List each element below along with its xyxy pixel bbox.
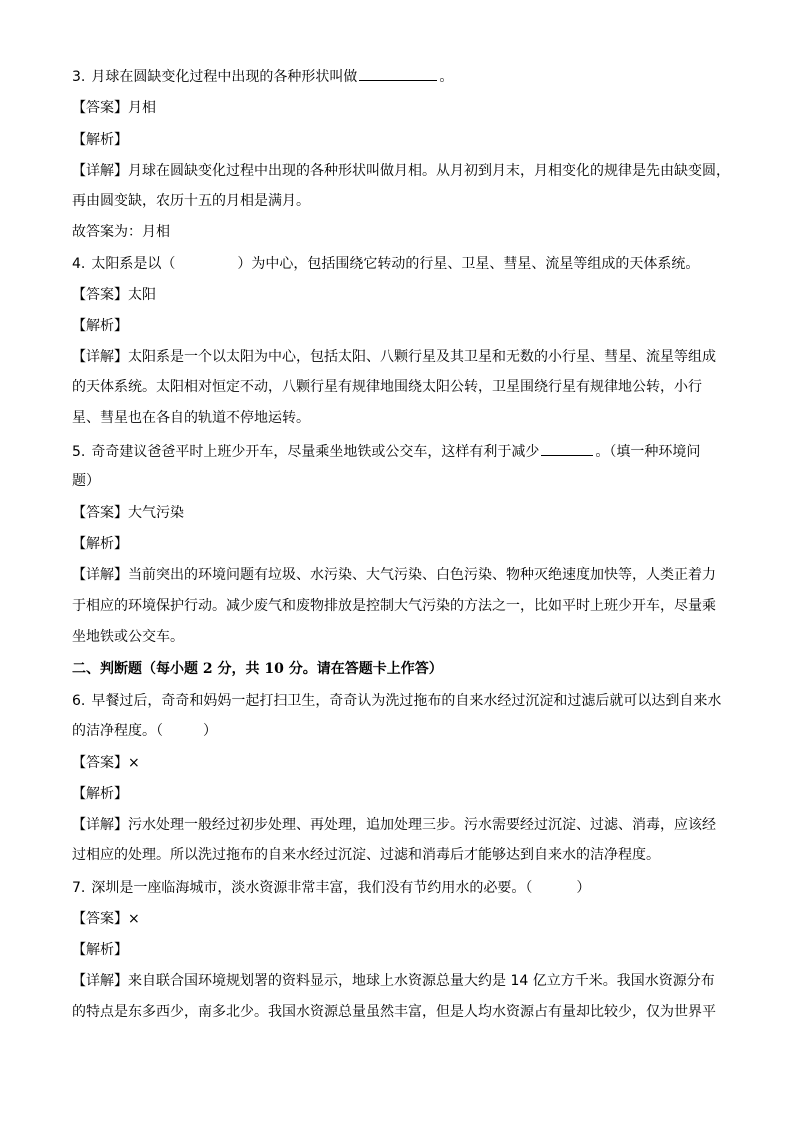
q3-answer-blank bbox=[359, 66, 437, 81]
q3-detail-text1: 月球在圆缺变化过程中出现的各种形状叫做月相。从月初到月末，月相变化的规律是先由缺变圆， bbox=[128, 163, 730, 179]
q7-detail-line1 bbox=[72, 971, 732, 991]
q5-stem-line2: 题） bbox=[72, 473, 100, 489]
q3-analysis-tag: 【解析】 bbox=[72, 132, 128, 148]
q6-analysis-tag: 【解析】 bbox=[72, 786, 128, 802]
q6-stem-before: 的洁净程度。（ bbox=[72, 723, 163, 739]
q5-answer bbox=[72, 503, 732, 523]
q6-detail-line1 bbox=[72, 815, 732, 835]
q3-detail-line1 bbox=[72, 161, 732, 181]
q4-answer bbox=[72, 285, 732, 305]
q5-stem-before: 奇奇建议爸爸平时上班少开车，尽量乘坐地铁或公交车，这样有利于减少 bbox=[91, 444, 540, 460]
q4-detail-line1 bbox=[72, 347, 732, 367]
q7-detail-text1: 来自联合国环境规划署的资料显示，地球上水资源总量大约是 14 亿立方千米。我国水资源分布 bbox=[128, 973, 715, 989]
q6-answer-text: × bbox=[128, 755, 140, 771]
q4-stem-before: 太阳系是以（ bbox=[91, 256, 176, 272]
q5-stem-after: 。（填一种环境问 bbox=[595, 444, 701, 460]
q4-analysis-tag: 【解析】 bbox=[72, 318, 128, 334]
q4-answer-tag: 【答案】 bbox=[72, 287, 128, 303]
q3-number: 3. bbox=[72, 69, 86, 85]
q6-answer-tag: 【答案】 bbox=[72, 755, 128, 771]
q4-detail-line2: 的天体系统。太阳相对恒定不动，八颗行星有规律地围绕太阳公转，卫星围绕行星有规律地公转，小行 bbox=[72, 379, 702, 395]
q4-number: 4. bbox=[72, 256, 86, 272]
q3-stem bbox=[72, 66, 732, 87]
q3-stem-text: 月球在圆缺变化过程中出现的各种形状叫做 bbox=[91, 69, 358, 85]
q4-detail-tag: 【详解】 bbox=[72, 349, 128, 365]
q7-answer-text: × bbox=[128, 911, 140, 927]
q3-answer-tag: 【答案】 bbox=[72, 100, 128, 116]
q7-stem bbox=[72, 878, 732, 898]
q5-detail-line3: 坐地铁或公交车。 bbox=[72, 629, 184, 645]
q5-detail-tag: 【详解】 bbox=[72, 567, 128, 583]
q7-answer bbox=[72, 909, 732, 929]
q5-detail-line2: 于相应的环境保护行动。减少废气和废物排放是控制大气污染的方法之一，比如平时上班少开车，尽量乘 bbox=[72, 598, 716, 614]
q5-stem bbox=[72, 441, 732, 462]
q7-number: 7. bbox=[72, 880, 86, 896]
q6-detail-line2: 过相应的处理。所以洗过拖布的自来水经过沉淀、过滤和消毒后才能够达到自来水的洁净程度。 bbox=[72, 847, 660, 863]
q6-stem-line2 bbox=[72, 721, 732, 741]
q4-detail-text1: 太阳系是一个以太阳为中心，包括太阳、八颗行星及其卫星和无数的小行星、彗星、流星等组成 bbox=[128, 349, 716, 365]
q3-answer-text: 月相 bbox=[128, 100, 156, 116]
q4-detail-line3: 星、彗星也在各自的轨道不停地运转。 bbox=[72, 410, 310, 426]
q5-answer-text: 大气污染 bbox=[128, 505, 184, 521]
q3-conclusion: 故答案为：月相 bbox=[72, 224, 170, 240]
q5-detail-text1: 当前突出的环境问题有垃圾、水污染、大气污染、白色污染、物种灭绝速度加快等，人类正着力 bbox=[128, 567, 716, 583]
q6-answer bbox=[72, 753, 732, 773]
q3-stem-end: 。 bbox=[439, 69, 454, 85]
q6-detail-tag: 【详解】 bbox=[72, 817, 128, 833]
q3-detail-line2: 再由圆变缺，农历十五的月相是满月。 bbox=[72, 193, 310, 209]
q6-number: 6. bbox=[72, 693, 86, 709]
section-2-title: 二、判断题（每小题 2 分，共 10 分。请在答题卡上作答） bbox=[72, 661, 443, 677]
q6-stem-line1 bbox=[72, 691, 732, 711]
q4-answer-text: 太阳 bbox=[128, 287, 156, 303]
q7-stem-after: ） bbox=[576, 880, 591, 896]
q6-detail-text1: 污水处理一般经过初步处理、再处理，追加处理三步。污水需要经过沉淀、过滤、消毒，应该经 bbox=[128, 817, 716, 833]
q5-answer-tag: 【答案】 bbox=[72, 505, 128, 521]
q6-stem-after: ） bbox=[203, 723, 217, 739]
q3-answer bbox=[72, 98, 732, 118]
q5-analysis-tag: 【解析】 bbox=[72, 536, 128, 552]
q3-detail-tag: 【详解】 bbox=[72, 163, 128, 179]
q5-number: 5. bbox=[72, 444, 86, 460]
q7-detail-tag: 【详解】 bbox=[72, 973, 128, 989]
q6-stem-text1: 早餐过后，奇奇和妈妈一起打扫卫生，奇奇认为洗过拖布的自来水经过沉淀和过滤后就可以达到自来水 bbox=[91, 693, 722, 709]
q7-answer-tag: 【答案】 bbox=[72, 911, 128, 927]
q5-detail-line1 bbox=[72, 565, 732, 585]
q7-detail-line2: 的特点是东多西少，南多北少。我国水资源总量虽然丰富，但是人均水资源占有量却比较少，仅为世界平 bbox=[72, 1004, 716, 1020]
q7-stem-before: 深圳是一座临海城市，淡水资源非常丰富，我们没有节约用水的必要。（ bbox=[91, 880, 533, 896]
q4-stem-after: ）为中心，包括围绕它转动的行星、卫星、彗星、流星等组成的天体系统。 bbox=[237, 256, 700, 272]
q7-analysis-tag: 【解析】 bbox=[72, 942, 128, 958]
q5-answer-blank bbox=[541, 441, 593, 456]
q4-stem bbox=[72, 254, 732, 274]
